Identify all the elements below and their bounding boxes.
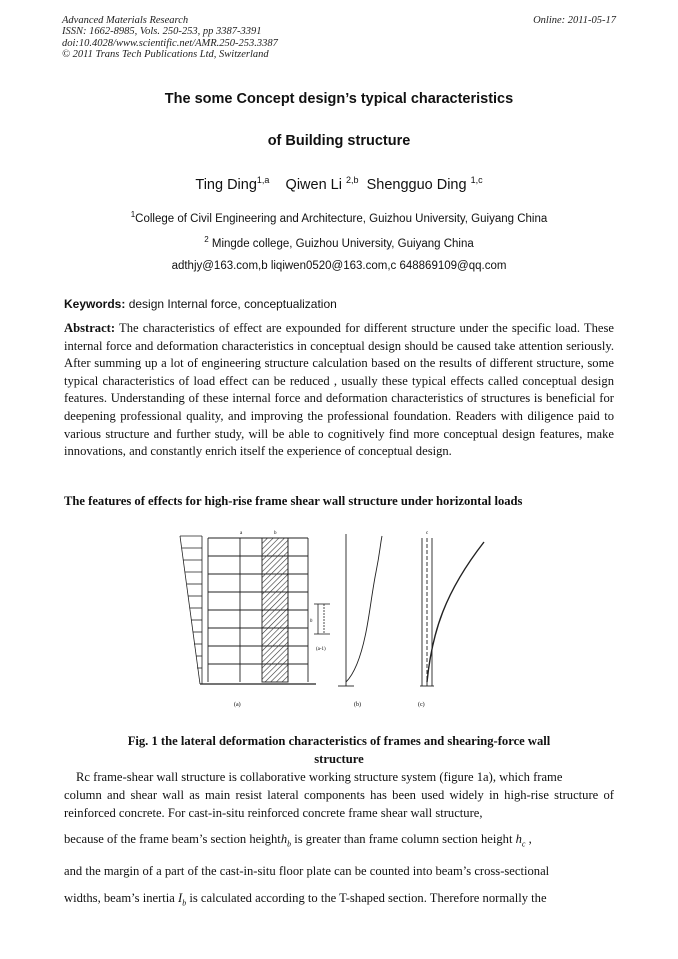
affiliation-mark: 2 <box>204 235 209 244</box>
email-line: adthjy@163.com,b liqiwen0520@163.com,c 648869109@qq.com <box>171 260 507 272</box>
deformation-b <box>338 534 382 686</box>
abstract-text: The characteristics of effect are expounded for different structure under the specific load. These internal force and deformation characteristics in conceptual design should be caused take attention seriously. After summing up a lot of engineering structure calculation based on the results of different structure, some typical characteristics of load effect can be reduced , usually these typical effects called conceptual design features. Understanding of these internal force and deformation characteristics of structures is beneficial for deepening professional quality, and improving the professional foundation. Readers with diligence paid to various structure and further study, will be able to cognitively find more conceptual design features, make innovations, and constantly enrich itself the experience of conceptual design. <box>64 321 614 459</box>
symbol-hc: $h_c$ <box>515 832 526 849</box>
frame-shear-wall <box>200 538 316 684</box>
author-affiliation-mark: 1,a <box>256 175 270 185</box>
figure-caption: Fig. 1 the lateral deformation characteristics of frames and shearing-force wall structure <box>127 734 551 766</box>
paper-title-line-2: of Building structure <box>267 133 411 149</box>
figure-1-diagram <box>170 522 510 712</box>
copyright-line: © 2011 Trans Tech Publications Ltd, Switzerland <box>62 48 269 60</box>
author-name: Shengguo Ding <box>366 176 467 193</box>
abstract <box>64 320 614 461</box>
section-heading: The features of effects for high-rise frame shear wall structure under horizontal loads <box>64 494 523 508</box>
figure-label-a: (a) <box>234 702 241 708</box>
symbol-hb: $h_b$ <box>280 832 292 849</box>
keywords-label: Keywords: <box>64 297 126 311</box>
figure-label-h: h <box>310 619 313 624</box>
issn-line: ISSN: 1662-8985, Vols. 250-253, pp 3387-3391 <box>62 26 262 38</box>
publication-header <box>62 15 618 60</box>
author-affiliation-mark: 1,c <box>470 175 483 185</box>
author-name: Qiwen Li <box>285 176 342 193</box>
doi-line: doi:10.4028/www.scientific.net/AMR.250-253.3387 <box>62 37 278 49</box>
figure-label-b-top: b <box>274 531 277 536</box>
online-date: Online: 2011-05-17 <box>533 15 616 26</box>
figure-label-b: (b) <box>354 702 361 708</box>
paper-title-line-1: The some Concept design’s typical characteristics <box>164 91 514 107</box>
body-paragraph-1: Rc frame-shear wall structure is collaborative working structure system (figure 1a), which frame column and shear wall as main resist lateral components has been used widely in high-rise structure of reinforced concrete. For cast-in-situ reinforced concrete frame shear wall structure, <box>64 770 614 820</box>
author-list <box>0 175 678 193</box>
figure-label-a-top: a <box>240 531 243 536</box>
journal-name: Advanced Materials Research <box>62 15 189 26</box>
author-name: Ting Ding <box>195 176 257 193</box>
figure-label-a1: (a-1) <box>316 647 326 652</box>
figure-label-c-top: c <box>426 531 429 536</box>
abstract-label: Abstract: <box>64 321 116 335</box>
figure-label-c: (c) <box>418 702 425 708</box>
deformation-c <box>420 538 484 686</box>
keywords <box>64 297 616 311</box>
affiliation-2: $^2$ Mingde college, Guizhou University, Guiyang China <box>204 235 474 250</box>
affiliation-1: $^1$College of Civil Engineering and Architecture, Guizhou University, Guiyang China <box>130 210 548 225</box>
keywords-text: design Internal force, conceptualization <box>125 297 337 311</box>
detail-a1 <box>314 604 330 634</box>
symbol-ib: $I_b$ <box>178 890 187 908</box>
load-distribution <box>180 536 202 684</box>
author-affiliation-mark: 2,b <box>346 175 359 185</box>
body-paragraph-2: because of the frame beam’s section heighth$_b$ is greater than frame column section height $h_c$ , and the margin of a part of the cast-in-situ floor plate can be counted into beam’s cross-sectional widths, beam’s inertia $I_b$ is calculated according to the T-shaped section. Therefore normally the <box>64 832 550 908</box>
affiliation-mark: 1 <box>130 210 136 219</box>
